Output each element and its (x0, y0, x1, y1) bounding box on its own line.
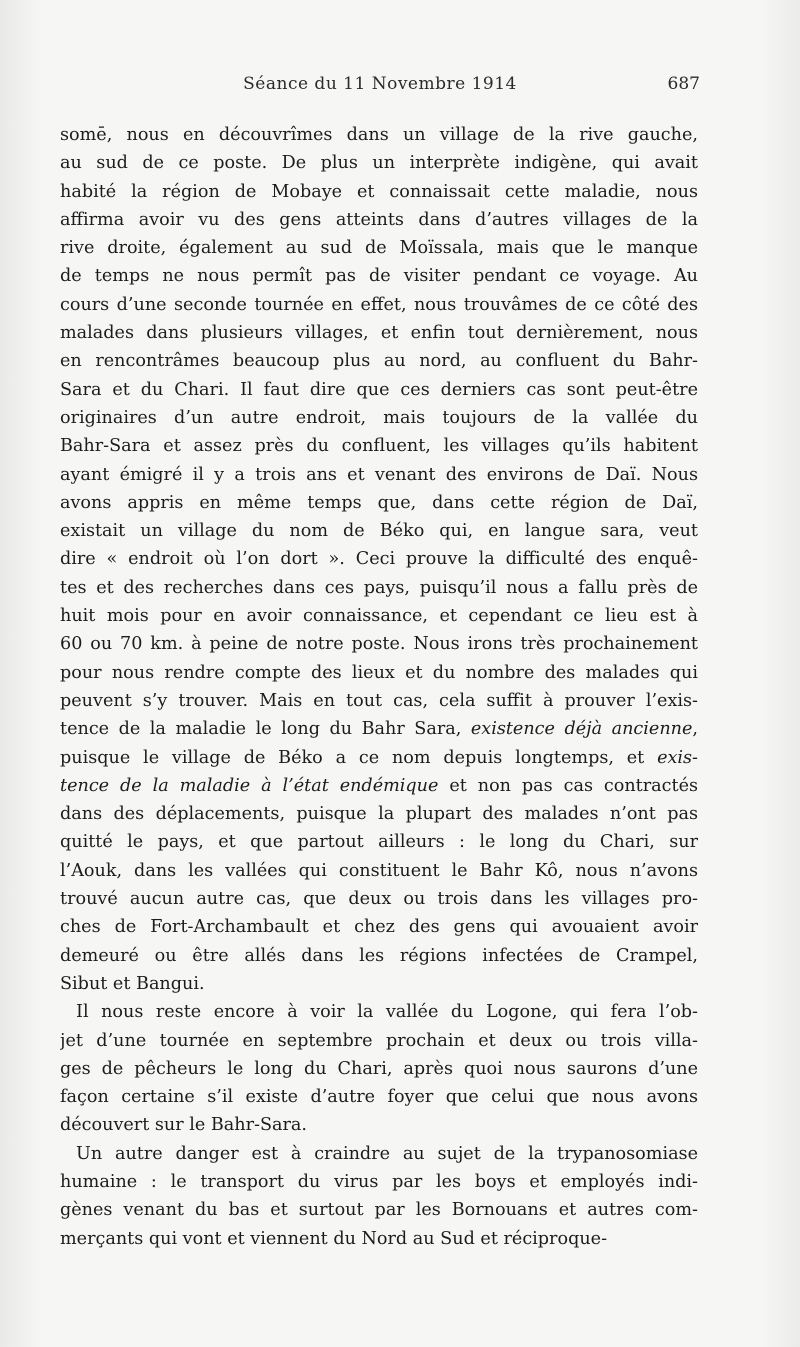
text-line: rive droite, également au sud de Moïssala, mais que le manque (60, 238, 698, 259)
text-line (60, 715, 698, 743)
text-line (60, 772, 698, 800)
text-line: habité la région de Mobaye et connaissait cette maladie, nous (60, 181, 698, 202)
text-line: trouvé aucun autre cas, que deux ou trois dans les villages pro- (60, 889, 698, 910)
italic-segment: tence de la maladie à l’état endémique (60, 775, 439, 796)
text-segment: tence de la maladie le long du Bahr Sara, (60, 719, 471, 740)
italic-segment: exis- (657, 747, 698, 768)
text-line: pour nous rendre compte des lieux et du nombre des malades qui (60, 662, 698, 683)
running-title: Séance du 11 Novembre 1914 (243, 74, 517, 94)
text-line: au sud de ce poste. De plus un interprète indigène, qui avait (60, 153, 698, 174)
text-line: affirma avoir vu des gens atteints dans d’autres villages de la (60, 209, 698, 230)
text-line: ches de Fort-Archambault et chez des gens qui avouaient avoir (60, 917, 698, 938)
text-line: Sibut et Bangui. (60, 973, 205, 994)
text-line: originaires d’un autre endroit, mais toujours de la vallée du (60, 407, 698, 428)
text-line: existait un village du nom de Béko qui, en langue sara, veut (60, 521, 698, 542)
text-line: Sara et du Chari. Il faut dire que ces derniers cas sont peut-être (60, 379, 698, 400)
text-line: ayant émigré il y a trois ans et venant des environs de Daï. Nous (60, 464, 698, 485)
text-line: avons appris en même temps que, dans cette région de Daï, (60, 492, 698, 513)
text-line: merçants qui vont et viennent du Nord au Sud et réciproque- (60, 1228, 608, 1249)
text-line: façon certaine s’il existe d’autre foyer que celui que nous avons (60, 1087, 698, 1108)
text-line: l’Aouk, dans les vallées qui constituent le Bahr Kô, nous n’avons (60, 860, 698, 881)
text-line: dire « endroit où l’on dort ». Ceci prouve la difficulté des enquê- (60, 549, 698, 570)
text-line: gènes venant du bas et surtout par les Bornouans et autres com- (60, 1200, 698, 1221)
text-line: de temps ne nous permît pas de visiter pendant ce voyage. Au (60, 266, 698, 287)
text-line: humaine : le transport du virus par les boys et employés indi- (60, 1171, 698, 1192)
text-line: jet d’une tournée en septembre prochain et deux ou trois villa- (60, 1030, 698, 1051)
text-line: découvert sur le Bahr-Sara. (60, 1115, 308, 1136)
page-number: 687 (667, 74, 700, 94)
text-line: somē, nous en découvrîmes dans un village de la rive gauche, (60, 125, 698, 145)
text-line: 60 ou 70 km. à peine de notre poste. Nous irons très prochainement (60, 634, 698, 655)
text-line: en rencontrâmes beaucoup plus au nord, au confluent du Bahr- (60, 351, 698, 372)
text-line: Un autre danger est à craindre au sujet de la trypanosomiase (76, 1143, 698, 1164)
text-line: cours d’une seconde tournée en effet, nous trouvâmes de ce côté des (60, 294, 698, 315)
text-line: demeuré ou être allés dans les régions infectées de Crampel, (60, 945, 698, 966)
text-line: quitté le pays, et que partout ailleurs : le long du Chari, sur (60, 832, 698, 853)
text-segment: et non pas cas contractés (438, 775, 698, 796)
text-segment: , (692, 719, 698, 740)
text-line: Bahr-Sara et assez près du confluent, les villages qu’ils habitent (60, 436, 698, 457)
text-line: dans des déplacements, puisque la plupart des malades n’ont pas (60, 804, 698, 825)
text-line (60, 744, 698, 772)
text-line: peuvent s’y trouver. Mais en tout cas, cela suffit à prouver l’exis- (60, 690, 698, 711)
body-text (60, 121, 698, 1253)
text-line: huit mois pour en avoir connaissance, et cependant ce lieu est à (60, 606, 698, 627)
text-line: malades dans plusieurs villages, et enfin tout dernièrement, nous (60, 323, 698, 344)
running-head (60, 74, 700, 102)
text-line: tes et des recherches dans ces pays, puisqu’il nous a fallu près de (60, 577, 698, 598)
text-line: ges de pêcheurs le long du Chari, après quoi nous saurons d’une (60, 1058, 698, 1079)
text-line: Il nous reste encore à voir la vallée du Logone, qui fera l’ob- (76, 1002, 698, 1023)
italic-segment: existence déjà ancienne (470, 719, 693, 740)
text-segment: puisque le village de Béko a ce nom depuis longtemps, et (60, 747, 658, 768)
